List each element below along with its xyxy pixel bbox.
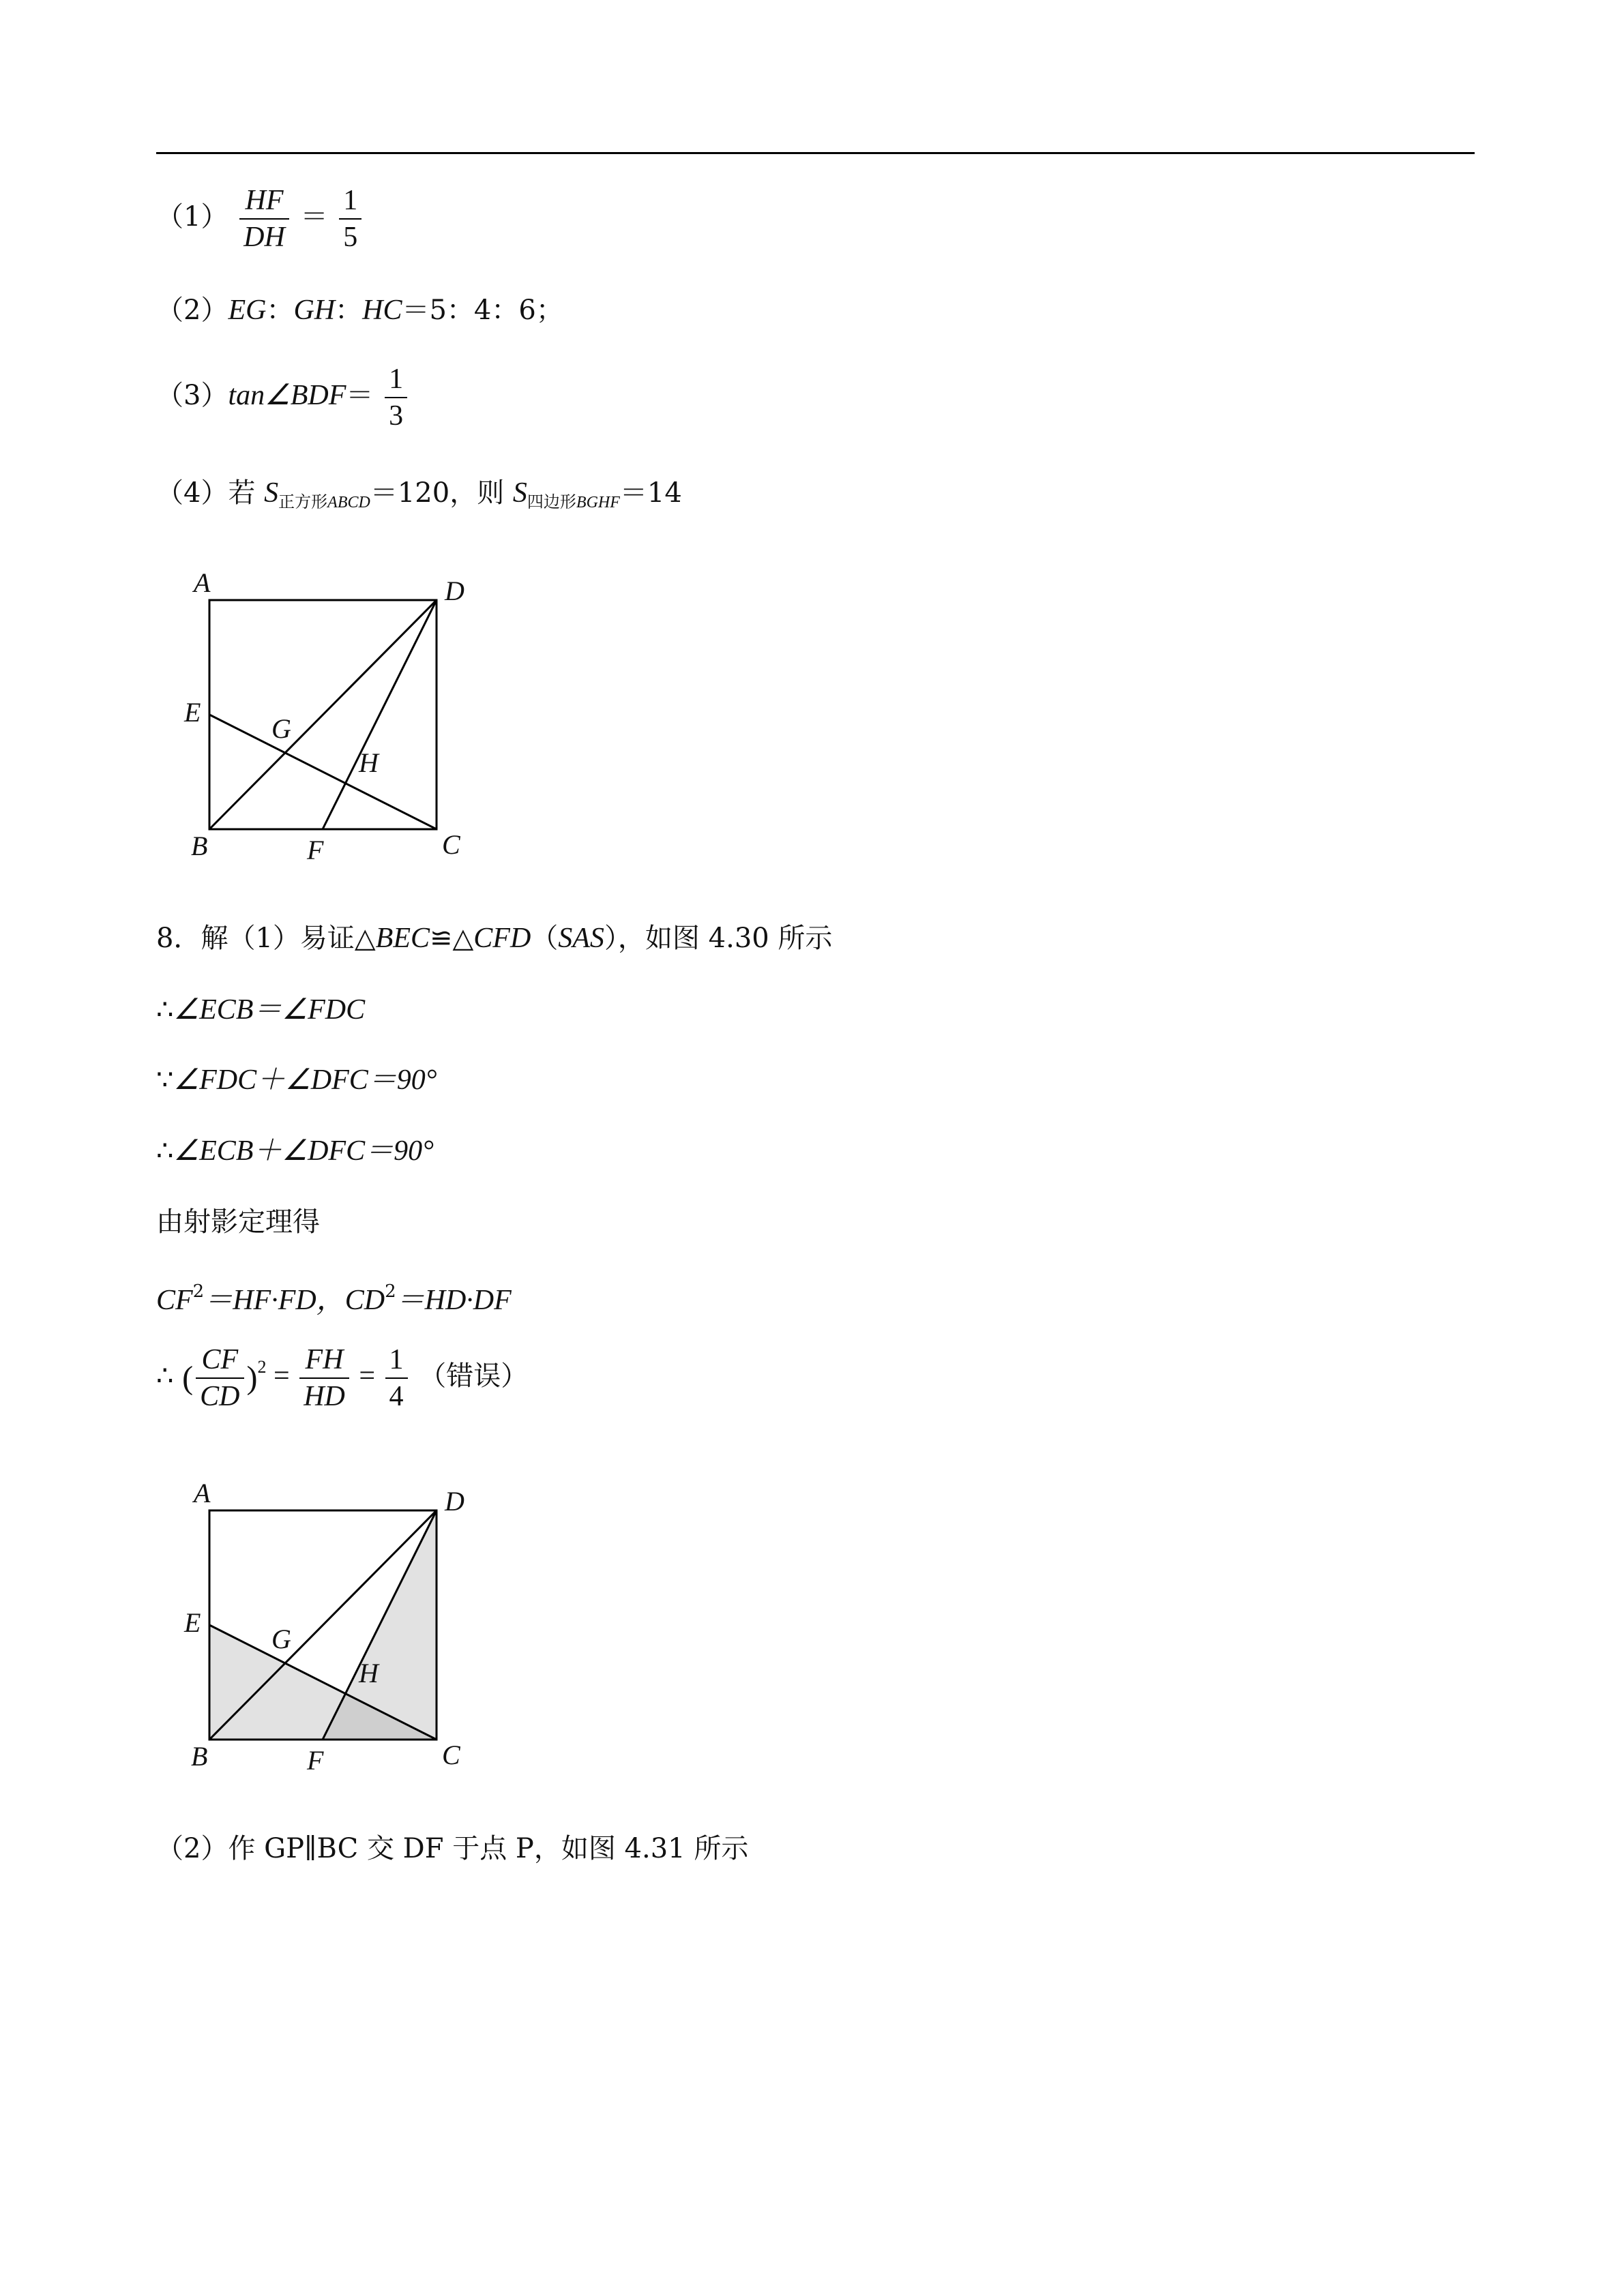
numerator: 1 <box>385 1342 408 1379</box>
label-c: C <box>442 829 460 860</box>
equation: ＝HF·FD， <box>204 1285 345 1316</box>
numerator: 1 <box>339 183 361 220</box>
area-subscript <box>527 492 620 511</box>
angle-bdf: ∠BDF <box>265 380 346 411</box>
label-a: A <box>194 567 211 598</box>
square-figure-2 <box>171 1470 498 1783</box>
item-2 <box>156 293 563 328</box>
fraction-result <box>339 183 361 255</box>
equation: ∠ECB＝∠FDC <box>173 994 366 1026</box>
superscript: 2 <box>192 1281 205 1302</box>
triangle-cfd: CFD <box>473 923 531 954</box>
fraction-result <box>385 361 407 434</box>
item-label: （1） <box>156 201 228 233</box>
area-symbol: S <box>512 477 527 509</box>
equals-sign: ＝ <box>300 201 328 233</box>
error-note: （错误） <box>419 1360 529 1392</box>
congruence-criterion: SAS <box>558 923 604 954</box>
therefore-symbol: ∴ <box>156 1360 174 1392</box>
because-symbol: ∵ <box>156 1064 174 1096</box>
denominator: CD <box>200 1381 240 1412</box>
segment-gh: GH <box>293 295 336 326</box>
ratio-colon: ： <box>335 295 363 326</box>
fraction-result <box>385 1342 408 1414</box>
label-h: H <box>359 747 379 778</box>
part-2-line <box>156 1831 748 1866</box>
label-b: B <box>191 831 208 861</box>
equals-sign: ＝ <box>346 380 374 411</box>
label-d: D <box>445 1486 464 1517</box>
numerator: HF <box>239 183 289 220</box>
solution-line-5 <box>156 1204 320 1240</box>
segment-ec <box>209 715 437 829</box>
therefore-symbol: ∴ <box>156 1135 174 1167</box>
solution-line-4 <box>156 1133 434 1169</box>
label-h: H <box>359 1658 379 1688</box>
label-g: G <box>271 713 291 744</box>
fraction-cf-cd <box>196 1342 243 1414</box>
header-rule <box>156 152 1475 154</box>
solution-line-1 <box>156 921 832 956</box>
area-subscript <box>278 492 370 511</box>
label-b: B <box>191 1741 208 1772</box>
segment-fd <box>323 600 437 829</box>
denominator: 4 <box>389 1381 404 1412</box>
label-f: F <box>307 1745 324 1776</box>
equation: ＝HD·DF <box>396 1285 512 1316</box>
denominator: HD <box>304 1381 345 1412</box>
numerator: CF <box>196 1342 243 1379</box>
label-e: E <box>184 1607 201 1638</box>
item-label: （2） <box>156 295 228 326</box>
value-text: ＝14 <box>619 477 682 509</box>
superscript: 2 <box>385 1281 396 1302</box>
fraction-hf-dh <box>239 183 289 255</box>
square-figure-1 <box>171 559 498 873</box>
denominator: DH <box>243 222 285 253</box>
subscript-word: 正方形 <box>278 492 328 511</box>
ratio-colon: ： <box>266 295 294 326</box>
item-4 <box>156 475 682 520</box>
equation: ∠FDC＋∠DFC＝90° <box>173 1064 437 1096</box>
value-text: ＝120，则 <box>370 477 505 509</box>
diagonal-bd <box>209 600 437 829</box>
label-e: E <box>184 697 201 728</box>
item-1 <box>156 183 364 255</box>
item-label: （4）若 <box>156 477 256 509</box>
segment-hc: HC <box>362 295 402 326</box>
denominator: 3 <box>389 400 404 432</box>
tan-function: tan <box>228 380 265 411</box>
ratio-values: ＝5：4：6； <box>402 295 563 326</box>
text-run: （ <box>531 923 559 954</box>
paren-open: ( <box>182 1360 194 1396</box>
label-d: D <box>445 576 464 606</box>
area-symbol: S <box>264 477 279 509</box>
segment-eg: EG <box>228 295 267 326</box>
solution-line-2 <box>156 992 365 1028</box>
paren-close: ) <box>246 1360 258 1396</box>
superscript: 2 <box>257 1357 267 1377</box>
numerator: FH <box>299 1342 349 1379</box>
equals-sign: = <box>351 1360 383 1392</box>
label-g: G <box>271 1624 291 1654</box>
triangle-bec: BEC <box>375 923 430 954</box>
label-f: F <box>307 835 324 865</box>
solution-line-3 <box>156 1062 437 1098</box>
text-run: ≌△ <box>430 923 474 954</box>
numerator: 1 <box>385 361 407 398</box>
text-run: （2）作 GP∥BC 交 DF 于点 P，如图 4.31 所示 <box>156 1833 749 1864</box>
subscript-shape: ABCD <box>327 494 370 511</box>
segment-cf: CF <box>156 1285 193 1316</box>
denominator: 5 <box>343 222 358 253</box>
item-3 <box>156 361 410 434</box>
item-label: （3） <box>156 380 228 411</box>
text-run: ），如图 4.30 所示 <box>604 923 833 954</box>
text-run: 8．解（1）易证△ <box>156 923 376 954</box>
fraction-fh-hd <box>299 1342 349 1414</box>
therefore-symbol: ∴ <box>156 994 174 1026</box>
label-a: A <box>194 1478 211 1508</box>
label-c: C <box>442 1740 460 1770</box>
segment-cd: CD <box>344 1285 385 1316</box>
solution-line-6 <box>156 1274 512 1318</box>
solution-line-7 <box>156 1342 528 1414</box>
text-run: 由射影定理得 <box>156 1206 320 1238</box>
subscript-shape: BGHF <box>576 494 620 511</box>
subscript-word: 四边形 <box>527 492 576 511</box>
equals-sign: = <box>266 1360 297 1392</box>
equation: ∠ECB＋∠DFC＝90° <box>173 1135 434 1167</box>
